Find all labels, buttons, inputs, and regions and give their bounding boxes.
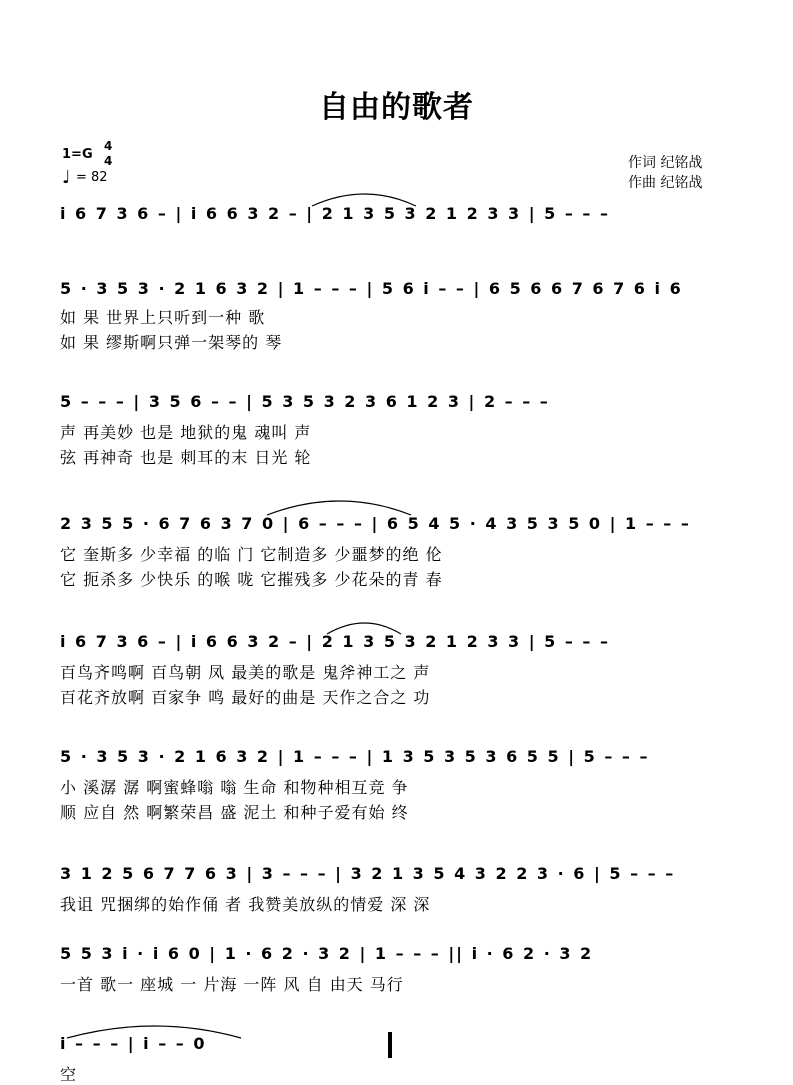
lyric-line-1: 我诅 咒捆绑的始作俑 者 我赞美放纵的情爱 深 深 (60, 895, 431, 914)
slur-arc (325, 618, 405, 636)
notation-line: 5 · 3 5 3 · 2 1 6 3 2 | 1 – – – | 5 6 i – – | 6 5 6 6 7 6 7 6 i 6 (60, 279, 683, 298)
quarter-note-icon: ♩ (62, 167, 71, 188)
score-row-6 (0, 745, 793, 855)
lyricist-credit: 作词 纪铭战 (628, 155, 703, 171)
notation-line: 5 – – – | 3 5 6 – – | 5 3 5 3 2 3 6 1 2 3 | 2 – – – (60, 392, 550, 411)
composer-credit: 作曲 纪铭战 (628, 175, 703, 191)
page-title: 自由的歌者 (319, 90, 474, 125)
lyric-line-1: 百鸟齐鸣啊 百鸟朝 凤 最美的歌是 鬼斧神工之 声 (60, 663, 431, 682)
score-row-4 (0, 512, 793, 622)
notation-line: i 6 7 3 6 – | i 6 6 3 2 – | 2 1 3 5 3 2 1 2 3 3 | 5 – – – (60, 204, 610, 223)
tempo-marking: = 82 (76, 170, 108, 185)
lyric-line-1: 声 再美妙 也是 地狱的鬼 魂叫 声 (60, 423, 312, 442)
slur-arc (310, 188, 420, 208)
lyric-line-2: 顺 应自 然 啊繁荣昌 盛 泥土 和种子爱有始 终 (60, 803, 409, 822)
notation-line: 5 · 3 5 3 · 2 1 6 3 2 | 1 – – – | 1 3 5 3 5 3 6 5 5 | 5 – – – (60, 747, 650, 766)
lyric-line-1: 一首 歌一 座城 一 片海 一阵 风 自 由天 马行 (60, 975, 404, 994)
score-row-5 (0, 630, 793, 740)
notation-line: 5 5 3 i · i 6 0 | 1 · 6 2 · 3 2 | 1 – – – || i · 6 2 · 3 2 (60, 944, 594, 963)
score-row-2 (0, 275, 793, 385)
lyric-line-2: 弦 再神奇 也是 刺耳的末 日光 轮 (60, 448, 312, 467)
notation-line: i 6 7 3 6 – | i 6 6 3 2 – | 2 1 3 5 3 2 1 2 3 3 | 5 – – – (60, 632, 610, 651)
notation-line: 2 3 5 5 · 6 7 6 3 7 0 | 6 – – – | 6 5 4 5 · 4 3 5 3 5 0 | 1 – – – (60, 514, 691, 533)
slur-arc (65, 1020, 245, 1040)
lyric-line-1: 它 奎斯多 少幸福 的临 门 它制造多 少噩梦的绝 伦 (60, 545, 443, 564)
score-row-3 (0, 390, 793, 500)
key-signature: 1=G (62, 147, 93, 162)
lyric-line-2: 如 果 缪斯啊只弹一架琴的 琴 (60, 333, 283, 352)
lyric-line-2: 它 扼杀多 少快乐 的喉 咙 它摧残多 少花朵的青 春 (60, 570, 443, 589)
notation-line: 3 1 2 5 6 7 7 6 3 | 3 – – – | 3 2 1 3 5 4 3 2 2 3 · 6 | 5 – – – (60, 864, 676, 883)
lyric-line-1: 空 (60, 1065, 78, 1084)
lyric-line-1: 如 果 世界上只听到一种 歌 (60, 308, 266, 327)
final-barline (388, 1032, 392, 1058)
notation-line: i – – – | i – – 0 (60, 1034, 207, 1053)
lyric-line-2: 百花齐放啊 百家争 鸣 最好的曲是 天作之合之 功 (60, 688, 431, 707)
slur-arc (265, 495, 415, 517)
time-signature-top: 4 (104, 139, 113, 153)
lyric-line-1: 小 溪潺 潺 啊蜜蜂嗡 嗡 生命 和物种相互竞 争 (60, 778, 409, 797)
time-signature-bottom: 4 (104, 154, 113, 168)
